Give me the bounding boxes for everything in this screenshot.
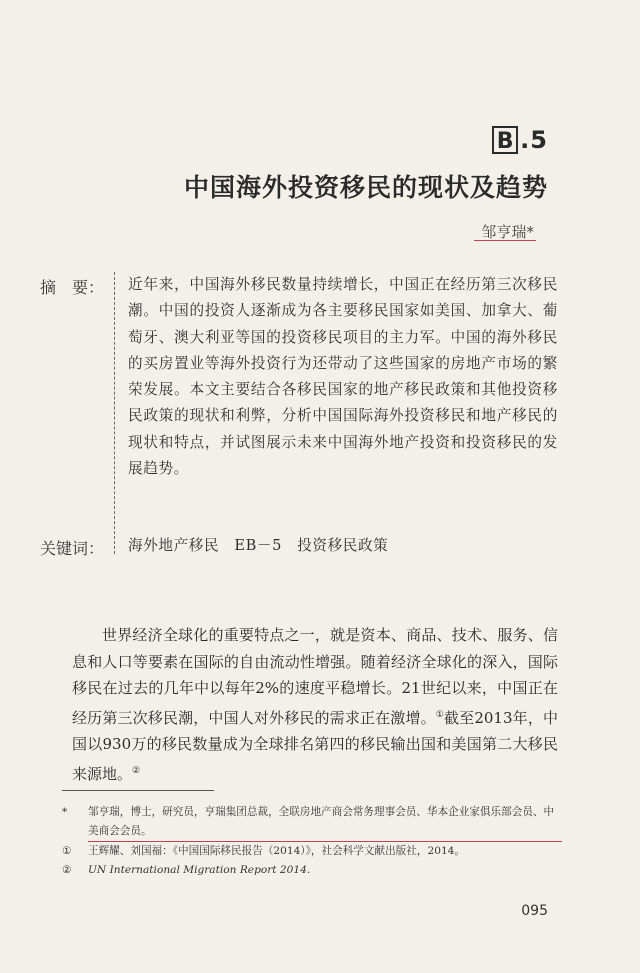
footnote-mark: * [62, 806, 68, 818]
footnote-text: 王辉耀、刘国福：《中国国际移民报告（2014）》，社会科学文献出版社，2014。 [88, 845, 466, 857]
footnote-text: 邹亨瑞，博士，研究员，亨瑞集团总裁，全联房地产商会常务理事会员、华本企业家俱乐部会员、中美商会会员。 [88, 803, 562, 842]
section-badge-letter: B [492, 126, 518, 154]
page-number: 095 [521, 903, 548, 919]
body-paragraph [72, 622, 558, 787]
footnote-text: UN International Migration Report 2014. [88, 864, 311, 876]
chapter-title: 中国海外投资移民的现状及趋势 [183, 173, 548, 202]
footnote-1 [62, 842, 562, 861]
footnote-2 [62, 861, 562, 880]
footnote-author [62, 803, 562, 842]
author-name: 邹亨瑞* [481, 223, 534, 241]
abstract-divider [114, 272, 115, 554]
footnote-mark: ① [62, 845, 72, 857]
section-badge [492, 126, 548, 154]
keywords-label: 关键词： [40, 539, 105, 558]
section-badge-number: .5 [520, 126, 548, 154]
abstract-label: 摘 要： [40, 278, 105, 297]
abstract-text: 近年来，中国海外移民数量持续增长，中国正在经历第三次移民潮。中国的投资人逐渐成为各主要移民国家如美国、加拿大、葡萄牙、澳大利亚等国的投资移民项目的主力军。中国的海外移民的买房置业等海外投资行为还带动了这些国家的房地产市场的繁荣发展。本文主要结合各移民国家的地产移民政策和其他投资移民政策的现状和利弊，分析中国国际海外投资移民和地产移民的现状和特点，并试图展示未来中国海外地产投资和投资移民的发展趋势。 [128, 276, 558, 478]
footnotes [62, 803, 562, 880]
footnote-ref-1: ① [435, 709, 445, 720]
body-text-part-1: 世界经济全球化的重要特点之一，就是资本、商品、技术、服务、信息和人口等要素在国际的自由流动性增强。随着经济全球化的深入，国际移民在过去的几年中以每年2%的速度平稳增长。21世纪以来，中国正在经历第三次移民潮，中国人对外移民的需求正在激增。 [72, 626, 558, 727]
footnote-ref-2: ② [132, 765, 141, 776]
author-underline [474, 240, 536, 241]
footnote-rule [62, 790, 214, 791]
body-text-part-2: 截至2013年，中国以930万的移民数量成为全球排名第四的移民输出国和美国第二大移民来源地。 [72, 708, 558, 783]
keywords-text: 海外地产移民 EB－5 投资移民政策 [128, 537, 389, 554]
footnote-mark: ② [62, 864, 72, 876]
